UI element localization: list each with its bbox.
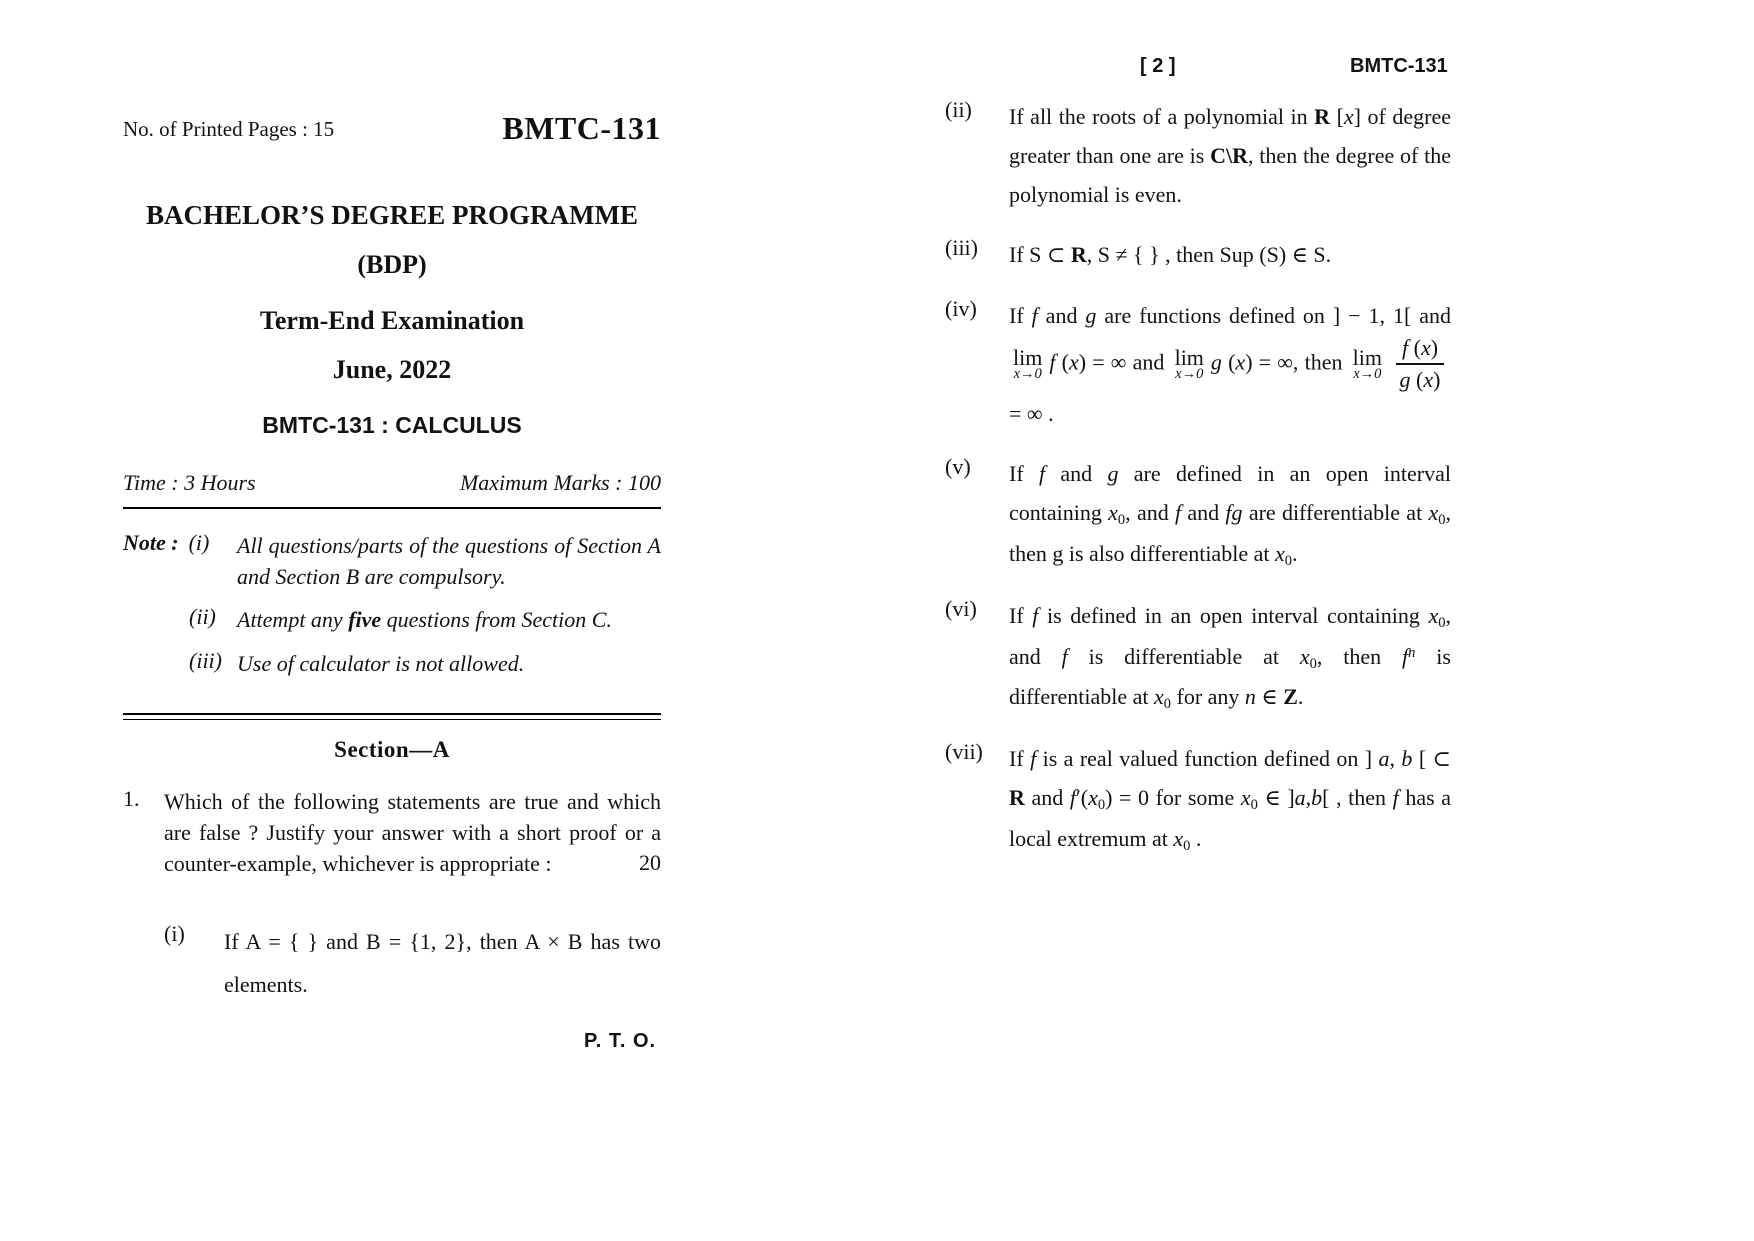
question-1-part-i xyxy=(123,921,661,1007)
printed-pages-note: No. of Printed Pages : 15 xyxy=(123,117,335,141)
course-title: BMTC-131 : CALCULUS xyxy=(262,412,522,438)
note-item xyxy=(123,604,661,635)
paper-code-heading: BMTC-131 xyxy=(502,110,661,146)
note-number: (ii) xyxy=(189,604,216,630)
time-marks-row xyxy=(123,470,661,496)
question-item-iii xyxy=(945,235,1451,274)
question-text-content: Which of the following statements are true and which are false ? Justify your answer with a short proof or a counter-example, whichever is appropriate : xyxy=(164,789,661,877)
question-item-ii xyxy=(945,97,1451,214)
item-text: If f and g are functions defined on ] − 1, 1[ and lim x→0 f (x) = ∞ and lim x→0 g (x) = ∞, then lim x→0 $\frac{f (x)}{g (x)}$ = ∞ . xyxy=(1009,302,1451,426)
item-text: If S ⊂ R, S ≠ { } , then Sup (S) ∈ S. xyxy=(1009,242,1332,268)
question-item-iv xyxy=(945,296,1451,433)
programme-abbr: (BDP) xyxy=(357,250,427,279)
item-text: If f is a real valued function defined on ] a, b [ ⊂ R and $f'(x_0) = 0$ for some $x_0$ ∈ ]a,b[ , then f has a local extremum at $x_0$ . xyxy=(1009,746,1452,855)
note-item xyxy=(123,648,661,679)
item-text: If f is defined in an open interval containing $x_0$, and f is differentiable at $x_0$, then $f^n$ is differentiable at $x_0$ for any n ∈ Z. xyxy=(1009,602,1451,713)
item-number: (iv) xyxy=(945,295,977,321)
item-number: (vi) xyxy=(945,595,977,621)
note-text: Attempt any five questions from Section C. xyxy=(237,607,612,633)
exam-session: June, 2022 xyxy=(332,355,452,384)
note-lead xyxy=(123,648,237,679)
note-text: Use of calculator is not allowed. xyxy=(237,650,525,676)
exam-title: Term-End Examination xyxy=(259,306,525,335)
item-text: If all the roots of a polynomial in R [x] of degree greater than one are is C\R, then the degree of the polynomial is even. xyxy=(1009,104,1452,208)
item-number: (vii) xyxy=(945,739,983,765)
programme-title: BACHELOR’S DEGREE PROGRAMME xyxy=(145,200,639,230)
indent-spacer xyxy=(123,921,164,1007)
limit-notation: lim x→0 xyxy=(1013,345,1043,383)
limit-notation: lim x→0 xyxy=(1174,345,1204,383)
note-block xyxy=(123,530,661,691)
item-number: (iii) xyxy=(945,235,978,261)
limit-notation: lim x→0 xyxy=(1352,345,1382,383)
question-1 xyxy=(123,786,661,880)
double-rule xyxy=(123,713,661,720)
subquestion-number: (i) xyxy=(164,921,185,946)
question-number: 1. xyxy=(123,786,140,811)
item-number: (ii) xyxy=(945,97,972,122)
question-item-v xyxy=(945,454,1451,575)
time-allowed: Time : 3 Hours xyxy=(123,470,256,495)
section-heading: Section—A xyxy=(334,737,450,762)
page-number: [ 2 ] xyxy=(1140,55,1176,77)
item-number: (v) xyxy=(945,453,971,479)
question-item-vii xyxy=(945,739,1451,860)
question-items xyxy=(945,97,1451,881)
left-page-header xyxy=(123,110,661,147)
item-text: If f and g are defined in an open interval containing $x_0$, and f and fg are differentiable at $x_0$, then g is also differentiable at $x_0$. xyxy=(1009,460,1451,569)
note-lead xyxy=(123,530,237,592)
subquestion-text: If A = { } and B = {1, 2}, then A × B has two elements. xyxy=(224,929,661,997)
note-number: (i) xyxy=(188,530,210,555)
note-label: Note : xyxy=(123,530,179,555)
note-item xyxy=(123,530,661,592)
question-text xyxy=(164,786,661,880)
note-number: (iii) xyxy=(189,647,222,673)
paper-code-header: BMTC-131 xyxy=(1350,55,1448,77)
fraction: $\frac{f (x)}{g (x)}$ xyxy=(1396,335,1444,394)
question-marks: 20 xyxy=(639,850,661,876)
pto-label: P. T. O. xyxy=(584,1030,657,1052)
note-lead xyxy=(123,604,237,635)
maximum-marks: Maximum Marks : 100 xyxy=(459,470,661,495)
question-item-vi xyxy=(945,596,1451,719)
note-text: All questions/parts of the questions of Section A and Section B are compulsory. xyxy=(237,533,661,590)
horizontal-rule xyxy=(123,507,661,509)
